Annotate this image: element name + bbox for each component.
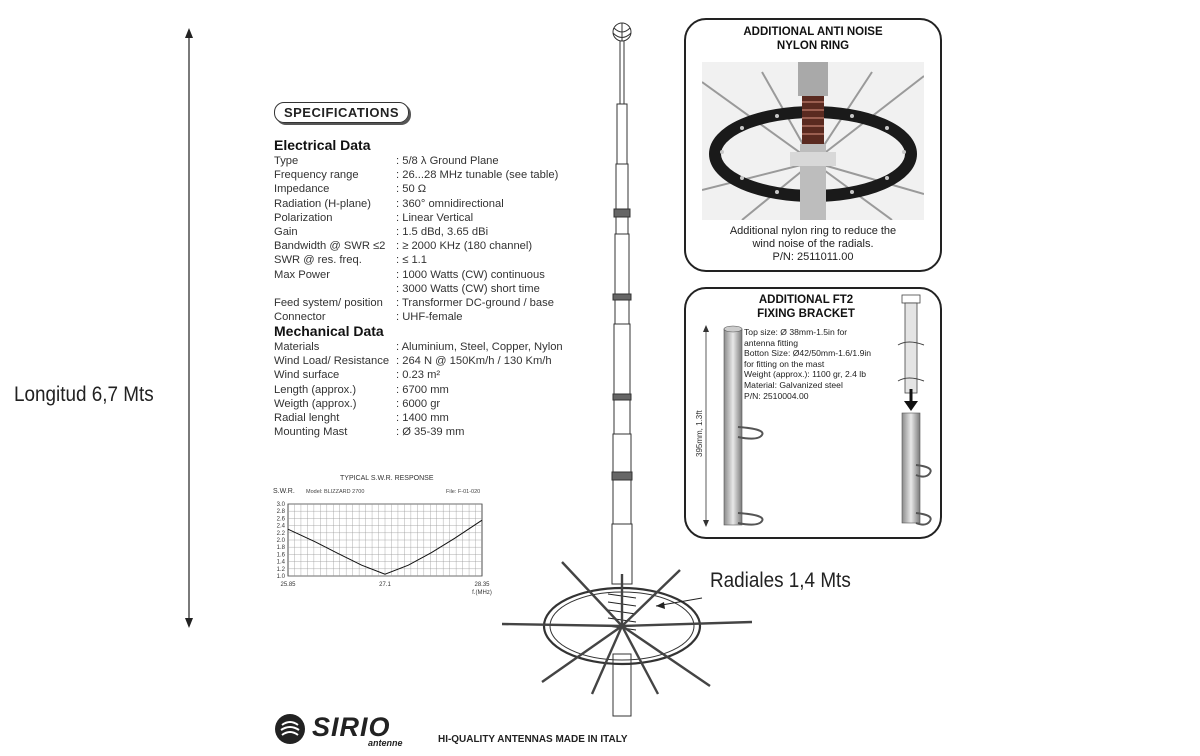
bracket-box-title-2: FIXING BRACKET — [757, 308, 855, 320]
swr-y-tick: 2.4 — [276, 523, 285, 530]
swr-model-label: Model: BLIZZARD 2700 — [306, 489, 365, 495]
spec-value: : 360° omnidirectional — [396, 197, 504, 210]
swr-chart-title: TYPICAL S.W.R. RESPONSE — [340, 475, 434, 482]
swr-y-tick: 1.2 — [276, 566, 285, 573]
swr-x-tick: 25.85 — [280, 582, 296, 588]
bracket-spec-line: Top size: Ø 38mm-1.5in for — [744, 327, 848, 337]
spec-row — [274, 182, 426, 196]
spec-row — [274, 425, 464, 439]
spec-row — [274, 225, 488, 239]
bracket-dimension: 395mm, 1.3ft — [695, 410, 704, 457]
bracket-spec-line: Botton Size: Ø42/50mm-1.6/1.9in — [744, 348, 872, 359]
bracket-spec-line: for fitting on the mast — [744, 358, 825, 369]
swr-y-tick: 2.6 — [276, 516, 285, 523]
spec-key: Frequency range — [274, 169, 359, 182]
spec-value: : ≤ 1.1 — [396, 254, 428, 267]
spec-key: Gain — [274, 226, 298, 238]
spec-key: Max Power — [274, 268, 330, 281]
spec-value: : 5/8 λ Ground Plane — [396, 155, 499, 167]
bracket-spec-line: antenna fitting — [744, 337, 798, 348]
spec-value: : Transformer DC-ground / base — [396, 297, 554, 309]
length-annotation: Longitud 6,7 Mts — [14, 383, 154, 406]
spec-key: SWR @ res. freq. — [274, 254, 362, 267]
spec-value: : 1400 mm — [396, 412, 449, 424]
spec-key: Feed system/ position — [274, 297, 383, 309]
spec-row — [274, 197, 504, 211]
spec-row — [274, 368, 440, 382]
bracket-spec-line: P/N: 2510004.00 — [744, 390, 809, 401]
ring-box-title-2: NYLON RING — [776, 40, 850, 52]
swr-chart — [268, 496, 498, 600]
swr-y-tick: 1.0 — [276, 574, 285, 580]
specifications-badge: SPECIFICATIONS — [274, 102, 409, 123]
spec-value: : 1.5 dBd, 3.65 dBi — [396, 226, 489, 238]
spec-value: : 6000 gr — [396, 397, 441, 410]
spec-value: : 26...28 MHz tunable (see table) — [396, 169, 559, 182]
spec-row — [274, 253, 427, 267]
ring-part-number: P/N: 2511011.00 — [772, 251, 854, 263]
spec-key: Impedance — [274, 183, 330, 196]
spec-value: : Linear Vertical — [396, 211, 474, 224]
fixing-bracket-box — [684, 287, 942, 539]
nylon-ring-box — [684, 18, 942, 272]
spec-value: : UHF-female — [396, 311, 463, 324]
spec-value: : 50 Ω — [396, 183, 427, 196]
spec-value: : ≥ 2000 KHz (180 channel) — [396, 240, 533, 253]
spec-key: Bandwidth @ SWR ≤2 — [274, 240, 386, 253]
spec-value: : Ø 35-39 mm — [396, 426, 465, 439]
electrical-data-title: Electrical Data — [274, 137, 371, 153]
ring-caption-2: wind noise of the radials. — [752, 238, 874, 250]
tagline: HI-QUALITY ANTENNAS MADE IN ITALY — [438, 733, 628, 745]
sirio-logo-subtext: antenne — [368, 738, 403, 748]
radials-annotation: Radiales 1,4 Mts — [710, 569, 851, 592]
spec-key: Radial lenght — [274, 412, 340, 424]
spec-row — [274, 397, 440, 411]
swr-y-tick: 1.4 — [276, 559, 285, 566]
swr-y-tick: 1.8 — [276, 545, 285, 552]
bracket-spec-line: Weight (approx.): 1100 gr, 2.4 lb — [744, 369, 866, 380]
swr-x-tick: 27.1 — [379, 582, 391, 588]
spec-value: : Aluminium, Steel, Copper, Nylon — [396, 341, 563, 353]
spec-value: : 264 N @ 150Km/h / 130 Km/h — [396, 355, 552, 368]
ring-box-title-1: ADDITIONAL ANTI NOISE — [743, 26, 883, 38]
bracket-drawing-left — [692, 325, 768, 531]
swr-x-label: f.(MHz) — [472, 590, 492, 596]
bracket-box-title-1: ADDITIONAL FT2 — [758, 294, 854, 306]
swr-y-tick: 1.6 — [276, 552, 285, 559]
swr-file-label: File: F-01-020 — [446, 489, 481, 495]
spec-value: : 1000 Watts (CW) continuous — [396, 268, 545, 281]
spec-row — [274, 411, 449, 425]
bracket-spec-line: Material: Galvanized steel — [744, 379, 843, 390]
nylon-ring-photo — [702, 62, 924, 220]
spec-row — [274, 211, 473, 225]
swr-x-tick: 28.35 — [474, 582, 490, 588]
mechanical-data-title: Mechanical Data — [274, 323, 384, 339]
spec-key: Polarization — [274, 211, 333, 224]
spec-key: Radiation (H-plane) — [274, 197, 372, 210]
spec-value: : 6700 mm — [396, 383, 449, 396]
spec-value: : 3000 Watts (CW) short time — [396, 282, 540, 295]
sirio-logo-text: SIRIO — [312, 712, 391, 742]
spec-key: Mounting Mast — [274, 426, 348, 439]
spec-row — [274, 154, 499, 168]
swr-y-tick: 2.8 — [276, 509, 285, 516]
swr-y-tick: 2.0 — [276, 538, 285, 544]
spec-key: Weigth (approx.) — [274, 397, 357, 410]
spec-key: Wind Load/ Resistance — [274, 355, 390, 368]
spec-row — [274, 383, 449, 397]
bracket-drawing-right — [886, 293, 936, 529]
spec-key: Type — [274, 155, 299, 167]
ring-caption-1: Additional nylon ring to reduce the — [729, 225, 897, 237]
spec-key: Length (approx.) — [274, 383, 357, 396]
swr-y-tick: 2.2 — [276, 530, 285, 537]
spec-value: : 0.23 m² — [396, 369, 441, 382]
spec-key: Connector — [274, 311, 326, 324]
length-arrow — [182, 28, 196, 628]
spec-key: Wind surface — [274, 369, 340, 382]
swr-y-tick: 3.0 — [276, 502, 285, 508]
spec-key: Materials — [274, 341, 320, 353]
swr-y-label: S.W.R. — [273, 488, 295, 495]
sirio-logo-mark — [274, 713, 306, 745]
